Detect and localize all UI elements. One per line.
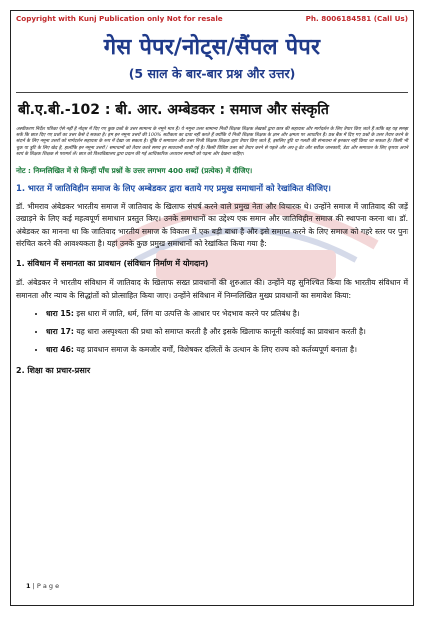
section-heading: 1. संविधान में समानता का प्रावधान (संविधान निर्माण में योगदान)	[16, 259, 209, 269]
page-title: गेस पेपर/नोट्स/सैंपल पेपर	[103, 35, 321, 60]
subject-title: बी.ए.बी.-102 : बी. आर. अम्बेडकर : समाज और संस्कृति	[18, 102, 329, 118]
list-item-term: धारा 15:	[46, 308, 74, 318]
list-item-text: यह प्रावधान समाज के कमजोर वर्गों, विशेषकर दलितों के उत्थान के लिए राज्य को कर्तव्यपूर्ण बनाता है।	[73, 345, 357, 355]
page-footer: 1 | P a g e	[26, 582, 60, 590]
phone-contact: Ph. 8006184581 (Call Us)	[305, 14, 408, 23]
document-content	[16, 14, 408, 377]
list-item-term: धारा 17:	[46, 327, 74, 337]
question-heading: 1. भारत में जातिविहीन समाज के लिए अम्बेडकर द्वारा बताये गए प्रमुख समाधानों को रेखांकित कीजिए।	[16, 183, 331, 194]
provision-list	[16, 308, 408, 357]
list-item-text: इस धारा में जाति, धर्म, लिंग या उत्पत्ति के आधार पर भेदभाव करने पर प्रतिबंध है।	[73, 308, 300, 318]
disclaimer-text: अस्वीकरण निर्देश पत्रिका ऐसे नहीं है नोट्स में दिए गए कुछ प्रश्नों के उत्तर सामान्य के नमूने मात्र हैं। ये नमूना उत्तर सामान्य निजी शिक्षक शिक्षक लेखकों द्वारा छात्र की सहायता और मार्गदर्शन के लिए तैयार किए जाते हैं ताकि वह यह समझ सकें कि छात्र दिए गए प्रश्नों का उत्तर कैसे दे सकता है। हम इन नमूना उत्तरों की 100% सटीकता का दावा नहीं करते हैं क्योंकि ये निजी शिक्षक शिक्षक के ज्ञान और क्षमता पर आधारित हैं। प्रश्न बैंक में दिए गए प्रश्नों के उत्तर तैयार करने के संदर्भ के लिए नमूना उत्तरों को मार्गदर्शन सहायता के रूप में देखा जा सकता है। चूँकि ये समाधान और उत्तर निजी शिक्षक शिक्षक द्वारा तैयार किए जाते हैं, इसलिए त्रुटि या गलती की संभावना से इनकार नहीं किया जा सकता है। किसी भी चूक या त्रुटि के लिए खेद है, हालाँकि इन नमूना उत्तरों / समाधानों को तैयार करते समय हर सावधानी बरती गई है। किसी विशिष्ट उत्तर को तैयार करने से पहले और अप-टू-डेट और सटीक जानकारी, डेटा और समाधान के लिए कृपया अपने स्वयं के शिक्षक शिक्षक से परामर्श लें। छात्र को विश्वविद्यालय द्वारा प्रदान की गई आधिकारिक अध्ययन सामग्री को पढ़ना और देखना चाहिए।	[16, 127, 408, 157]
section-heading: 2. शिक्षा का प्रचार-प्रसार	[16, 365, 91, 375]
page-number: 1	[26, 582, 31, 590]
list-item-text: यह धारा अस्पृश्यता की प्रथा को समाप्त करती है और इसके खिलाफ कानूनी कार्रवाई का प्रावधान करती है।	[73, 327, 366, 337]
page-label: P a g e	[36, 582, 60, 590]
header-bar	[16, 14, 408, 24]
page-subtitle: (5 साल के बार-बार प्रश्न और उत्तर)	[128, 66, 296, 81]
divider	[16, 92, 408, 93]
list-item	[46, 344, 408, 356]
list-item	[46, 326, 408, 338]
instruction-note: नोट : निम्नलिखित में से किन्हीं पाँच प्रश्नों के उत्तर लगभग 400 शब्दों (प्रत्येक) में दीजिए।	[16, 166, 253, 176]
copyright-notice: Copyright with Kunj Publication only Not for resale	[16, 14, 223, 23]
list-item-term: धारा 46:	[46, 345, 74, 355]
intro-paragraph: डॉ. भीमराव अंबेडकर भारतीय समाज में जातिवाद के खिलाफ संघर्ष करने वाले प्रमुख नेता और विचारक थे। उन्होंने समाज में जातिवाद की जड़ें उखाड़ने के लिए कई महत्वपूर्ण समाधान प्रस्तुत किए। उनके समाधानों का उद्देश्य एक समान और जातिविहीन समाज की स्थापना करना था। डॉ. अंबेडकर का मानना था कि जातिवाद भारतीय समाज के विकास में एक बड़ी बाधा है और इसे समाप्त करने के लिए समाज को गहरे स्तर पर पुनः संरचित करने की आवश्यकता है। यहां उनके कुछ प्रमुख समाधानों को रेखांकित किया गया है:	[16, 202, 408, 248]
list-item	[46, 308, 408, 320]
section-paragraph: डॉ. अंबेडकर ने भारतीय संविधान में जातिवाद के खिलाफ सख्त प्रावधानों की शुरुआत की। उन्होंने यह सुनिश्चित किया कि भारतीय संविधान में समानता और न्याय के सिद्धांतों को प्रोत्साहित किया जाए। उन्होंने संविधान में निम्नलिखित मुख्य प्रावधानों का समावेश किया:	[16, 278, 408, 300]
